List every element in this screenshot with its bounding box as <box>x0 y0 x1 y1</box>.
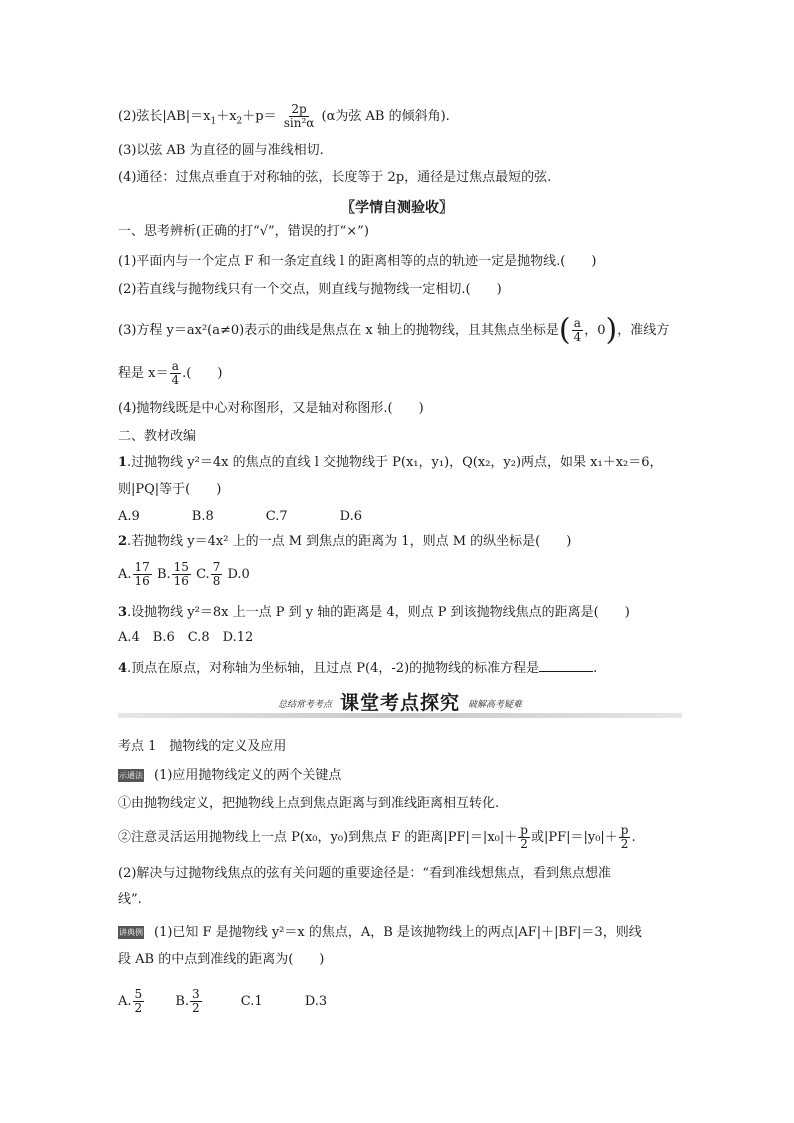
fraction: $\frac{2p}{\text{sin²α}}$ <box>283 102 315 130</box>
part2-q2: 2.若抛物线 y＝4x² 上的一点 M 到焦点的距离为 1，则点 M 的纵坐标是( ) <box>118 534 572 549</box>
part2-q1-options: A.9 B.8 C.7 D.6 <box>118 509 362 524</box>
method-4-line2: 线”. <box>118 892 142 907</box>
fraction: $\frac{7}{8}$ <box>212 560 221 588</box>
fraction: $\frac{p}{2}$ <box>520 823 528 851</box>
part1-q2: (2)若直线与抛物线只有一个交点，则直线与抛物线一定相切.( ) <box>118 282 502 297</box>
example-1-options: A. $\frac{5}{2}$ B. $\frac{3}{2}$ C.1 D.3 <box>118 987 328 1015</box>
part1-q4: (4)抛物线既是中心对称图形，又是轴对称图形.( ) <box>118 401 424 416</box>
part1-q1: (1)平面内与一个定点 F 和一条定直线 l 的距离相等的点的轨迹一定是抛物线.( ) <box>118 254 597 269</box>
fraction: $\frac{a}{4}$ <box>573 316 582 344</box>
fraction: $\frac{5}{2}$ <box>134 987 143 1015</box>
example-1-line2: 段 AB 的中点到准线的距离为( ) <box>118 952 325 967</box>
property-3: (3)以弦 AB 为直径的圆与准线相切. <box>118 143 324 158</box>
example-tag: 讲典例 <box>119 928 143 937</box>
kaodian-title: 考点 1 抛物线的定义及应用 <box>118 739 287 754</box>
part2-q4: 4.顶点在原点，对称轴为坐标轴，且过点 P(4，-2)的抛物线的标准方程是 . <box>118 661 598 676</box>
part2-q3-options: A.4 B.6 C.8 D.12 <box>118 630 254 645</box>
section-title: 〖学情自测验收〗 <box>341 200 453 216</box>
method-2: ①由抛物线定义，把抛物线上点到焦点距离与到准线距离相互转化. <box>118 796 500 811</box>
part1-q3-line2: 程是 x＝ $\frac{a}{4}$ .( ) <box>118 359 223 387</box>
section-banner: 总结常考考点 课堂考点探究 破解高考疑难 <box>118 688 682 720</box>
part2-heading: 二、教材改编 <box>118 429 197 444</box>
part2-q1: 1.过抛物线 y²＝4x 的焦点的直线 l 交抛物线于 P(x₁，y₁)，Q(x₂，y₂)两点，如果 x₁＋x₂＝6， <box>118 455 663 470</box>
example-1: 讲典例 (1)已知 F 是抛物线 y²＝x 的焦点，A，B 是该抛物线上的两点|AF|＋|BF|＝3，则线 <box>119 925 642 940</box>
fraction: $\frac{a}{4}$ <box>171 359 180 387</box>
method-3: ②注意灵活运用抛物线上一点 P(x₀，y₀)到焦点 F 的距离|PF|＝|x₀|＋ $\frac{p}{2}$ 或|PF|＝|y₀|＋ $\frac{p}{2}$ . <box>118 823 636 851</box>
part2-q3: 3.设抛物线 y²＝8x 上一点 P 到 y 轴的距离是 4，则点 P 到该抛物线焦点的距离是( ) <box>118 605 630 620</box>
fraction: $\frac{15}{16}$ <box>173 560 189 588</box>
method-tag: 示通法 <box>119 771 143 780</box>
answer-blank <box>539 659 593 672</box>
fraction: $\frac{3}{2}$ <box>192 987 200 1015</box>
part1-q3: (3)方程 y＝ax²(a≠0)表示的曲线是焦点在 x 轴上的抛物线，且其焦点坐标是( $\frac{a}{4}$ ，0)，准线方 <box>118 312 670 348</box>
method-4: (2)解决与过抛物线焦点的弦有关问题的重要途径是：“看到准线想焦点，看到焦点想准 <box>118 866 612 881</box>
property-4: (4)通径：过焦点垂直于对称轴的弦，长度等于 2p，通径是过焦点最短的弦. <box>118 170 552 185</box>
part2-q2-options: A. $\frac{17}{16}$ B. $\frac{15}{16}$ C. $\frac{7}{8}$ D.0 <box>118 560 250 588</box>
fraction: $\frac{17}{16}$ <box>134 560 150 588</box>
property-2: (2)弦长$|AB|=x_1+x_2+p=$ $\frac{2p}{\text{sin²α}}$ (α为弦 AB 的倾斜角). <box>118 102 450 130</box>
fraction: $\frac{p}{2}$ <box>620 823 629 851</box>
part2-q1-line2: 则|PQ|等于( ) <box>118 482 222 497</box>
part1-heading: 一、思考辨析(正确的打“√”，错误的打“×”) <box>118 224 369 239</box>
method-1: 示通法 (1)应用抛物线定义的两个关键点 <box>119 768 342 783</box>
